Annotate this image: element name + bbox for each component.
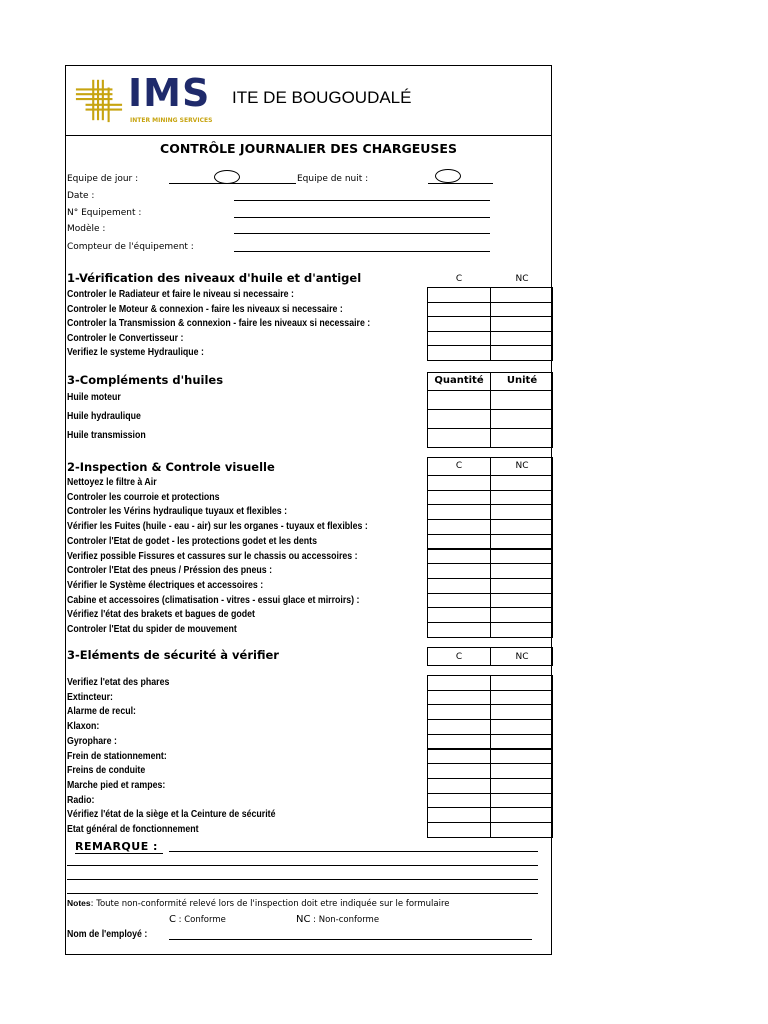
section4-cell-b-11[interactable] bbox=[490, 822, 553, 838]
section2-cell-a-2[interactable] bbox=[427, 409, 491, 429]
section4-item-8: Marche pied et rampes: bbox=[67, 779, 166, 791]
section1-item-5: Verifiez le systeme Hydraulique : bbox=[67, 347, 204, 359]
section1-col-nc: NC bbox=[515, 274, 529, 284]
section3-item-2: Controler les courroie et protections bbox=[67, 491, 220, 503]
section3-cell-b-10[interactable] bbox=[490, 607, 553, 623]
section1-cell-a-1[interactable] bbox=[427, 287, 491, 303]
section3-item-11: Controler l'Etat du spider de mouvement bbox=[67, 624, 237, 635]
notes-text: : Toute non-conformité relevé lors de l'inspection doit etre indiquée sur le formulaire bbox=[90, 899, 450, 909]
section1-cell-a-3[interactable] bbox=[427, 316, 491, 332]
equipe-nuit-field[interactable] bbox=[428, 183, 493, 184]
logo-grid-icon bbox=[74, 75, 124, 125]
section2-item-2: Huile hydraulique bbox=[67, 411, 141, 422]
modele-label: Modèle : bbox=[67, 224, 106, 234]
section4-cell-a-9[interactable] bbox=[427, 793, 491, 809]
section1-cell-b-1[interactable] bbox=[490, 287, 553, 303]
section1-item-1: Controler le Radiateur et faire le niveau si necessaire : bbox=[67, 289, 294, 300]
section4-item-2: Extincteur: bbox=[67, 691, 113, 703]
compteur-field[interactable] bbox=[234, 251, 490, 252]
section3-item-9: Cabine et accessoires (climatisation - vitres - essui glace et mirroirs) : bbox=[67, 594, 360, 606]
equipe-nuit-oval[interactable] bbox=[435, 169, 461, 183]
section3-cell-b-6[interactable] bbox=[490, 549, 553, 565]
section3-cell-a-8[interactable] bbox=[427, 578, 491, 594]
legend-nc-text: : Non-conforme bbox=[310, 915, 380, 925]
section4-cell-a-11[interactable] bbox=[427, 822, 491, 838]
compteur-label: Compteur de l'équipement : bbox=[67, 242, 194, 252]
section1-item-4: Controler le Convertisseur : bbox=[67, 332, 184, 344]
section4-cell-b-6[interactable] bbox=[490, 749, 553, 765]
section3-col-c: C bbox=[455, 461, 463, 471]
section1-cell-a-2[interactable] bbox=[427, 302, 491, 318]
section4-item-11: Etat général de fonctionnement bbox=[67, 824, 199, 835]
section4-item-5: Gyrophare : bbox=[67, 735, 117, 747]
section3-cell-a-2[interactable] bbox=[427, 490, 491, 506]
section2-col-qty: Quantité bbox=[434, 375, 484, 386]
section4-cell-a-1[interactable] bbox=[427, 675, 491, 691]
section3-cell-b-5[interactable] bbox=[490, 534, 553, 550]
remarque-line-3[interactable] bbox=[67, 879, 538, 880]
section2-col-unit: Unité bbox=[506, 375, 538, 386]
modele-field[interactable] bbox=[234, 233, 490, 234]
section4-cell-b-9[interactable] bbox=[490, 793, 553, 809]
section3-title: 2-Inspection & Controle visuelle bbox=[67, 460, 275, 474]
section2-title: 3-Compléments d'huiles bbox=[67, 373, 224, 387]
section3-col-nc: NC bbox=[515, 461, 529, 471]
section4-cell-b-1[interactable] bbox=[490, 675, 553, 691]
section4-cell-a-6[interactable] bbox=[427, 749, 491, 765]
section1-item-2: Controler le Moteur & connexion - faire les niveaux si necessaire : bbox=[67, 303, 343, 315]
equipe-jour-oval[interactable] bbox=[214, 170, 240, 184]
section4-cell-b-3[interactable] bbox=[490, 704, 553, 720]
inspection-form bbox=[65, 65, 552, 955]
section4-cell-a-10[interactable] bbox=[427, 807, 491, 823]
section3-item-4: Vérifier les Fuites (huile - eau - air) sur les organes - tuyaux et flexibles : bbox=[67, 521, 368, 533]
section3-cell-b-8[interactable] bbox=[490, 578, 553, 594]
section1-cell-b-2[interactable] bbox=[490, 302, 553, 318]
section3-item-6: Verifiez possible Fissures et cassures sur le chassis ou accessoires : bbox=[67, 550, 358, 562]
header-divider bbox=[66, 135, 551, 136]
notes-label: Notes bbox=[67, 898, 91, 908]
legend-c-text: : Conforme bbox=[175, 915, 226, 925]
section4-col-c: C bbox=[455, 652, 463, 662]
equipe-nuit-label: Equipe de nuit : bbox=[297, 174, 369, 184]
section3-item-7: Controler l'Etat des pneus / Préssion des pneus : bbox=[67, 565, 273, 577]
section2-cell-b-2[interactable] bbox=[490, 409, 553, 429]
section1-item-3: Controler la Transmission & connexion - faire les niveaux si necessaire : bbox=[67, 318, 371, 330]
section3-cell-a-1[interactable] bbox=[427, 475, 491, 491]
section3-cell-a-11[interactable] bbox=[427, 622, 491, 638]
section1-cell-b-4[interactable] bbox=[490, 331, 553, 347]
section4-cell-b-2[interactable] bbox=[490, 690, 553, 706]
remarque-underline bbox=[75, 853, 163, 854]
section3-cell-a-9[interactable] bbox=[427, 593, 491, 609]
section3-cell-a-4[interactable] bbox=[427, 519, 491, 535]
remarque-label: REMARQUE : bbox=[75, 840, 158, 853]
section4-cell-a-5[interactable] bbox=[427, 734, 491, 750]
equipe-jour-label: Equipe de jour : bbox=[67, 174, 139, 184]
logo-text: IMS bbox=[128, 71, 211, 115]
section4-cell-b-5[interactable] bbox=[490, 734, 553, 750]
section4-item-1: Verifiez l'etat des phares bbox=[67, 677, 170, 688]
section4-item-7: Freins de conduite bbox=[67, 765, 146, 777]
legend-conforme bbox=[169, 914, 226, 925]
section2-item-3: Huile transmission bbox=[67, 430, 146, 441]
logo-subtitle: INTER MINING SERVICES bbox=[130, 117, 213, 124]
section4-item-9: Radio: bbox=[67, 794, 95, 806]
section4-cell-a-4[interactable] bbox=[427, 719, 491, 735]
section3-cell-b-7[interactable] bbox=[490, 563, 553, 579]
section1-title: 1-Vérification des niveaux d'huile et d'antigel bbox=[67, 271, 362, 285]
section1-cell-a-5[interactable] bbox=[427, 345, 491, 361]
section2-cell-b-1[interactable] bbox=[490, 390, 553, 410]
section3-item-3: Controler les Vérins hydraulique tuyaux et flexibles : bbox=[67, 506, 288, 518]
section3-cell-a-7[interactable] bbox=[427, 563, 491, 579]
form-title: CONTRÔLE JOURNALIER DES CHARGEUSES bbox=[160, 141, 457, 156]
section3-cell-b-2[interactable] bbox=[490, 490, 553, 506]
section4-item-3: Alarme de recul: bbox=[67, 706, 136, 718]
legend-nc: NC bbox=[296, 914, 311, 925]
section2-cell-a-1[interactable] bbox=[427, 390, 491, 410]
date-field[interactable] bbox=[234, 200, 490, 201]
section4-cell-b-8[interactable] bbox=[490, 778, 553, 794]
employe-field[interactable] bbox=[169, 939, 532, 940]
section4-item-6: Frein de stationnement: bbox=[67, 750, 167, 762]
equipement-field[interactable] bbox=[234, 217, 490, 218]
section3-item-8: Vérifier le Système électriques et accessoires : bbox=[67, 579, 264, 591]
section1-col-c: C bbox=[455, 274, 463, 284]
notes bbox=[67, 898, 450, 909]
section4-item-4: Klaxon: bbox=[67, 721, 100, 733]
legend-c: C bbox=[169, 914, 176, 925]
section4-cell-a-2[interactable] bbox=[427, 690, 491, 706]
section1-cell-b-3[interactable] bbox=[490, 316, 553, 332]
section3-cell-b-11[interactable] bbox=[490, 622, 553, 638]
section1-cell-b-5[interactable] bbox=[490, 345, 553, 361]
ims-logo bbox=[74, 71, 224, 131]
section4-cell-b-10[interactable] bbox=[490, 807, 553, 823]
remarque-line-4[interactable] bbox=[67, 893, 538, 894]
section4-cell-a-8[interactable] bbox=[427, 778, 491, 794]
section3-cell-a-3[interactable] bbox=[427, 504, 491, 520]
section4-cell-a-7[interactable] bbox=[427, 763, 491, 779]
date-label: Date : bbox=[67, 191, 95, 201]
section4-title: 3-Eléments de sécurité à vérifier bbox=[67, 648, 279, 662]
section3-item-1: Nettoyez le filtre à Air bbox=[67, 477, 157, 488]
remarque-line-1[interactable] bbox=[169, 851, 538, 852]
equipement-label: N° Equipement : bbox=[67, 208, 142, 218]
section4-cell-b-4[interactable] bbox=[490, 719, 553, 735]
section4-cell-b-7[interactable] bbox=[490, 763, 553, 779]
section4-cell-a-3[interactable] bbox=[427, 704, 491, 720]
section4-item-10: Vérifiez l'état de la siège et la Ceinture de sécurité bbox=[67, 809, 276, 821]
section2-item-1: Huile moteur bbox=[67, 392, 121, 403]
section1-cell-a-4[interactable] bbox=[427, 331, 491, 347]
section3-cell-b-9[interactable] bbox=[490, 593, 553, 609]
section3-cell-a-10[interactable] bbox=[427, 607, 491, 623]
section2-cell-b-3[interactable] bbox=[490, 428, 553, 448]
employe-label: Nom de l'employé : bbox=[67, 929, 148, 940]
section3-cell-b-3[interactable] bbox=[490, 504, 553, 520]
section3-cell-a-6[interactable] bbox=[427, 549, 491, 565]
section2-cell-a-3[interactable] bbox=[427, 428, 491, 448]
section3-cell-a-5[interactable] bbox=[427, 534, 491, 550]
section4-col-nc: NC bbox=[515, 652, 529, 662]
section3-item-10: Vérifiez l'état des brakets et bagues de godet bbox=[67, 609, 255, 621]
section3-cell-b-1[interactable] bbox=[490, 475, 553, 491]
site-name: ITE DE BOUGOUDALÉ bbox=[232, 88, 412, 107]
section3-item-5: Controler l'Etat de godet - les protections godet et les dents bbox=[67, 535, 317, 547]
legend-non-conforme bbox=[296, 914, 379, 925]
section3-cell-b-4[interactable] bbox=[490, 519, 553, 535]
remarque-line-2[interactable] bbox=[67, 865, 538, 866]
